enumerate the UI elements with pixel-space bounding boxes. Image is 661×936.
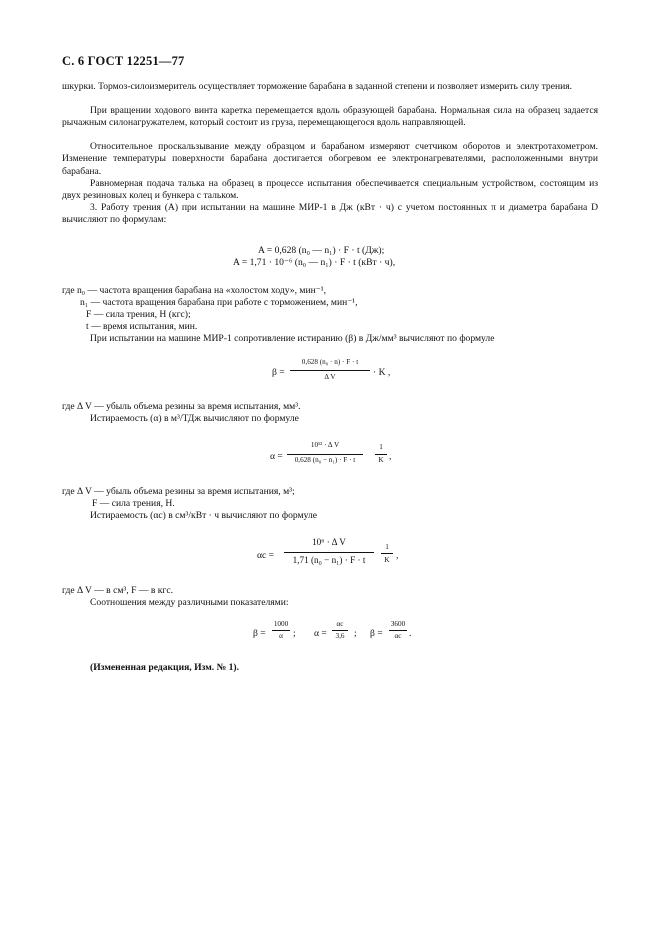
relation-1-tail: ; bbox=[293, 628, 296, 639]
formula-alphac-numerator: 10⁶ · Δ V bbox=[312, 537, 346, 547]
formula-alphac-k-denominator: K bbox=[384, 556, 390, 564]
amendment-note: (Измененная редакция, Изм. № 1). bbox=[90, 662, 240, 673]
definition-n0: где n₀ — частота вращения барабана на «холостом ходу», мин⁻¹, bbox=[62, 285, 327, 296]
paragraph-5: 3. Работу трения (A) при испытании на машине МИР-1 в Дж (кВт · ч) с учетом постоянных π и диаметра барабана D вычисляют по формулам: bbox=[62, 202, 598, 226]
relation-2-tail: ; bbox=[354, 628, 357, 639]
relation-1-fraction-bar bbox=[272, 630, 290, 631]
paragraph-9: Соотношения между различными показателями: bbox=[90, 597, 289, 608]
formula-work-joules: A = 0,628 (n₀ — n₁) · F · t (Дж); bbox=[258, 245, 385, 256]
paragraph-7: Истираемость (α) в м³/ТДж вычисляют по формуле bbox=[90, 413, 299, 424]
page-header: С. 6 ГОСТ 12251—77 bbox=[62, 54, 185, 68]
definition-delta-v-m3: где Δ V — убыль объема резины за время испытания, м³; bbox=[62, 486, 295, 497]
paragraph-1: шкурки. Тормоз-силоизмеритель осуществляет торможение барабана в заданной степени и позволяет измерить силу трения. bbox=[62, 81, 573, 92]
formula-alphac-lhs: αс = bbox=[257, 550, 275, 561]
relation-1-lhs: β = bbox=[253, 628, 266, 639]
formula-alpha-k-bar bbox=[375, 454, 387, 455]
relation-3-numerator: 3600 bbox=[390, 620, 406, 628]
paragraph-3: Относительное проскальзывание между образцом и барабаном измеряют счетчиком оборотов и электротахометром. Изменение температуры поверхности барабана достигается обогревом ее электронагревателями, расположенными внутри барабана. bbox=[62, 141, 598, 177]
definition-units-cm3-kgf: где Δ V — в см³, F — в кгс. bbox=[62, 585, 174, 596]
formula-alpha-denominator: 0,628 (n₀ − n₁) · F · t bbox=[294, 456, 356, 464]
formula-alpha-lhs: α = bbox=[270, 451, 283, 462]
formula-alphac-k-bar bbox=[381, 553, 393, 554]
formula-alphac-k-numerator: 1 bbox=[385, 543, 389, 551]
definition-n1: n₁ — частота вращения барабана при работе с торможением, мин⁻¹, bbox=[80, 297, 358, 308]
relation-3-denominator: αс bbox=[394, 632, 402, 640]
relation-2-denominator: 3,6 bbox=[335, 632, 345, 640]
formula-beta-lhs: β = bbox=[272, 367, 285, 378]
relation-3-lhs: β = bbox=[370, 628, 383, 639]
paragraph-4: Равномерная подача талька на образец в процессе испытания обеспечивается специальным устройством, состоящим из двух резиновых колец и бункера с тальком. bbox=[62, 178, 598, 202]
relation-2-numerator: αс bbox=[336, 620, 344, 628]
paragraph-2: При вращении ходового винта каретка перемещается вдоль образующей барабана. Нормальная сила на образец задается рычажным силонагружателем, который состоит из груза, перемещающегося вдоль направляющей. bbox=[62, 105, 598, 129]
formula-alphac-denominator: 1,71 (n₀ − n₁) · F · t bbox=[292, 555, 366, 565]
definition-delta-v-mm3: где Δ V — убыль объема резины за время испытания, мм³. bbox=[62, 401, 301, 412]
relation-2-fraction-bar bbox=[332, 630, 348, 631]
formula-alphac-fraction-bar bbox=[284, 552, 374, 553]
formula-alpha-tail: , bbox=[389, 451, 392, 462]
formula-beta-tail: · K , bbox=[373, 367, 391, 378]
relation-3-tail: . bbox=[409, 628, 412, 639]
definition-f: F — сила трения, Н (кгс); bbox=[86, 309, 191, 320]
formula-alpha-numerator: 10¹² · Δ V bbox=[310, 441, 340, 449]
definition-f-newton: F — сила трения, Н. bbox=[92, 498, 175, 509]
formula-alpha-fraction-bar bbox=[287, 454, 363, 455]
formula-alphac-tail: , bbox=[396, 550, 399, 561]
paragraph-6: При испытании на машине МИР-1 сопротивление истиранию (β) в Дж/мм³ вычисляют по формуле bbox=[90, 333, 495, 344]
formula-alpha-k-denominator: K bbox=[378, 456, 384, 464]
relation-1-numerator: 1000 bbox=[273, 620, 289, 628]
formula-beta-denominator: Δ V bbox=[324, 373, 336, 381]
relation-2-lhs: α = bbox=[314, 628, 327, 639]
relation-3-fraction-bar bbox=[389, 630, 407, 631]
formula-work-kwh: A = 1,71 · 10⁻⁶ (n₀ — n₁) · F · t (кВт · ч), bbox=[233, 257, 396, 268]
definition-t: t — время испытания, мин. bbox=[86, 321, 198, 332]
formula-beta-fraction-bar bbox=[290, 370, 370, 371]
relation-1-denominator: α bbox=[279, 632, 283, 640]
paragraph-8: Истираемость (αс) в см³/кВт · ч вычисляют по формуле bbox=[90, 510, 318, 521]
formula-beta-numerator: 0,628 (n₀ · n) · F · t bbox=[301, 358, 359, 366]
formula-alpha-k-numerator: 1 bbox=[379, 443, 383, 451]
